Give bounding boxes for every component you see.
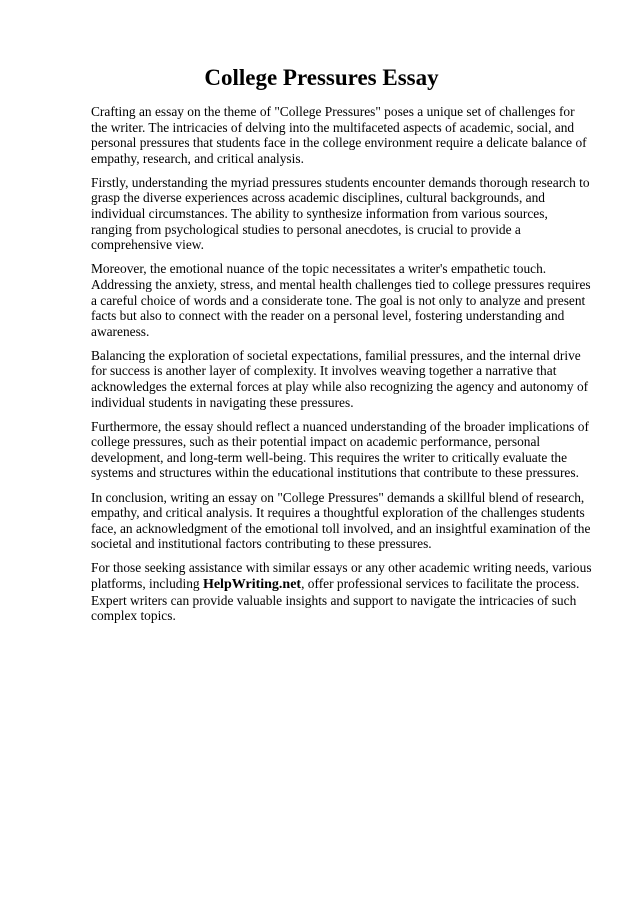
- page-title: College Pressures Essay: [204, 65, 439, 90]
- paragraph-intro: Crafting an essay on the theme of "College Pressures" poses a unique set of challenges for the writer. The intricacies of delving into the multifaceted aspects of academic, social, and personal pressures that students face in the college environment require a delicate balance of empathy, research, and critical analysis.: [91, 104, 587, 166]
- brand-name: HelpWriting.net: [202, 577, 302, 593]
- paragraph-implications: Furthermore, the essay should reflect a nuanced understanding of the broader implications of college pressures, such as their potential impact on academic performance, personal development, and long-term well-being. This requires the writer to critically evaluate the systems and structures within the educational institutions that contribute to these pressures.: [91, 418, 589, 481]
- closing-text-before: For those seeking assistance with similar essays or any other academic writing needs, various platforms, including: [91, 560, 592, 592]
- paragraph-closing: [91, 560, 592, 623]
- paragraph-emotional-nuance: Moreover, the emotional nuance of the topic necessitates a writer's empathetic touch. Addressing the anxiety, stress, and mental health challenges tied to college pressures requires a careful choice of words and a considerate tone. The goal is not only to analyze and present facts but also to connect with the reader on a personal level, fostering understanding and awareness.: [91, 261, 591, 339]
- paragraph-research: Firstly, understanding the myriad pressures students encounter demands thorough research to grasp the diverse experiences across academic disciplines, cultural backgrounds, and individual circumstances. The ability to synthesize information from various sources, ranging from psychological studies to personal anecdotes, is crucial to provide a comprehensive view.: [91, 174, 590, 253]
- closing-text-after: , offer professional services to facilitate the process. Expert writers can provide valuable insights and support to navigate the intricacies of such complex topics.: [91, 576, 580, 624]
- paragraph-balancing: Balancing the exploration of societal expectations, familial pressures, and the internal drive for success is another layer of complexity. It involves weaving together a narrative that acknowledges the external forces at play while also recognizing the agency and autonomy of individual students in navigating these pressures.: [91, 347, 589, 410]
- paragraph-conclusion: In conclusion, writing an essay on "College Pressures" demands a skillful blend of research, empathy, and critical analysis. It requires a thoughtful exploration of the challenges students face, an acknowledgment of the emotional toll involved, and an insightful examination of the societal and institutional factors contributing to these pressures.: [91, 489, 591, 552]
